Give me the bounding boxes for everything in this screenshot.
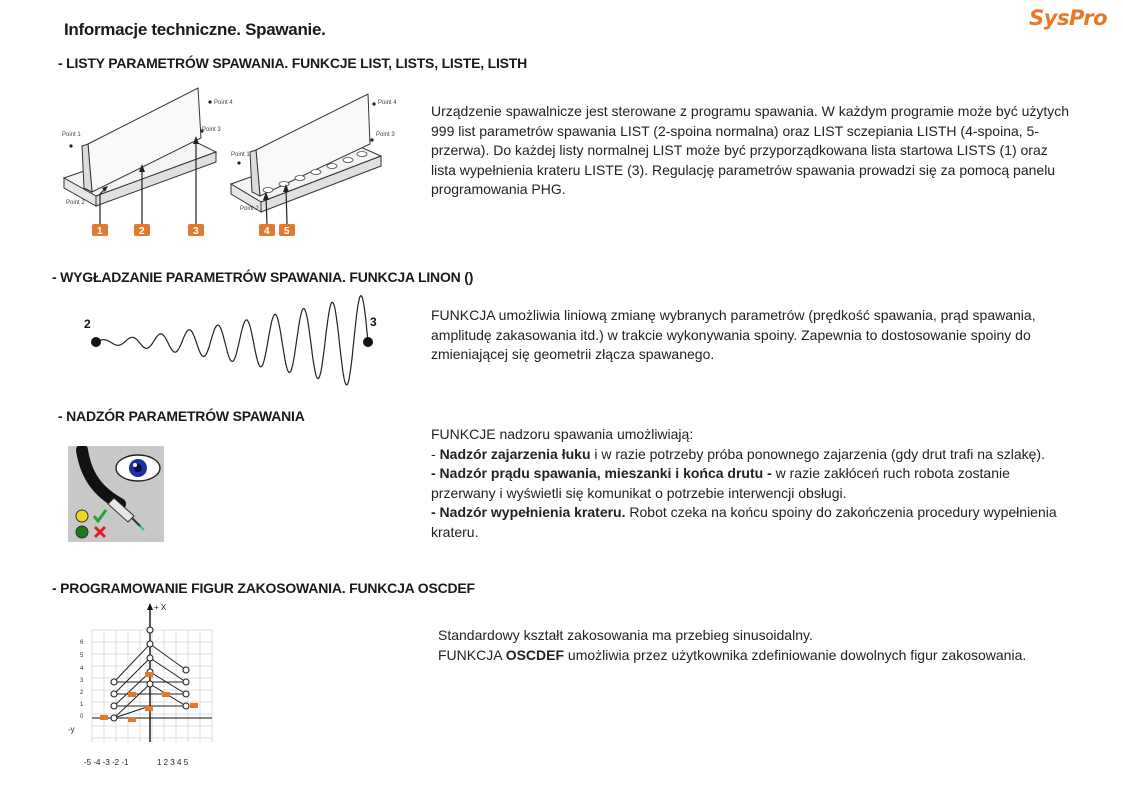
y-axis-label: -y: [68, 725, 75, 734]
y-tick-5: 5: [80, 653, 84, 659]
oscdef-description: [438, 626, 1038, 665]
oscdef-line-1: Standardowy kształt zakosowania ma przebieg sinusoidalny.: [438, 627, 813, 643]
y-tick-2: 2: [80, 690, 84, 696]
supervision-description: [431, 425, 1061, 542]
lists-description: Urządzenie spawalnicze jest sterowane z programu spawania. W każdym programie może być użytych 999 list parametrów spawania LIST (2-spoina normalna) oraz LIST sczepiania LISTH (4-spoina, 5-przerwa). Do każdej listy normalnej LIST może być przyporządkowana lista startowa LISTS (1) oraz lista wypełnienia krateru LISTE (3). Regulację parametrów spawania prowadzi się za pomocą panelu programowania PHG.: [431, 103, 1070, 197]
left-point-2: Point 2: [66, 200, 85, 206]
right-point-3: Point 3: [376, 132, 395, 138]
supervision-item-1: - Nadzór zajarzenia łuku i w razie potrzeby próba ponownego zajarzenia (gdy drut trafi na szlakę).: [431, 445, 1045, 462]
oscdef-figure: [62, 600, 222, 772]
right-point-4: Point 4: [378, 100, 397, 106]
right-point-1: Point 1: [231, 152, 250, 158]
section-heading-linon: - WYGŁADZANIE PARAMETRÓW SPAWANIA. FUNKCJA LINON (): [52, 269, 474, 285]
wave-line: [96, 296, 368, 385]
x-ticks-negative: -5 -4 -3 -2 -1: [84, 758, 129, 767]
status-yellow-icon: [76, 510, 88, 522]
status-green-icon: [76, 526, 88, 538]
badge-4: 4: [264, 226, 270, 237]
left-point-4: Point 4: [214, 100, 233, 106]
section-heading-lists: - LISTY PARAMETRÓW SPAWANIA. FUNKCJE LIST, LISTS, LISTE, LISTH: [58, 55, 528, 71]
supervision-intro: FUNKCJE nadzoru spawania umożliwiają:: [431, 426, 694, 442]
section-heading-supervision: - NADZÓR PARAMETRÓW SPAWANIA: [58, 408, 305, 424]
y-tick-0: 0: [80, 714, 84, 720]
wave-end-dot: [363, 337, 373, 347]
y-tick-6: 6: [80, 640, 84, 646]
badge-1: 1: [97, 226, 103, 237]
weld-lists-figure: [56, 84, 416, 244]
x-axis-label: + X: [154, 603, 167, 612]
wave-start-dot: [91, 337, 101, 347]
section-heading-oscdef: - PROGRAMOWANIE FIGUR ZAKOSOWANIA. FUNKCJA OSCDEF: [52, 580, 475, 596]
y-tick-4: 4: [80, 666, 84, 672]
badge-3: 3: [193, 226, 199, 237]
left-point-1: Point 1: [62, 132, 81, 138]
brand-logo: SysPro: [1029, 6, 1107, 30]
x-ticks-positive: 1 2 3 4 5: [157, 758, 189, 767]
oscdef-line-2: FUNKCJA OSCDEF umożliwia przez użytkownika zdefiniowanie dowolnych figur zakosowania.: [438, 646, 1027, 663]
wave-end-label: 3: [370, 315, 377, 329]
linon-description: FUNKCJA umożliwia liniową zmianę wybranych parametrów (prędkość spawania, prąd spawania, amplitudę zakasowania itd.) w trakcie wykonywania spoiny. Zapewnia to dostosowanie spoiny do zmieniającej się geometrii złącza spawanego.: [431, 307, 1036, 362]
supervision-icon: [68, 446, 164, 542]
y-tick-1: 1: [80, 702, 84, 708]
badge-5: 5: [284, 226, 290, 237]
supervision-item-2: - Nadzór prądu spawania, mieszanki i końca drutu - w razie zakłóceń ruch robota zostanie przerwany i wyświetli się komunikat o potrzebie interwencji obsługi.: [431, 465, 1010, 501]
left-point-3: Point 3: [202, 127, 221, 133]
right-point-2: Point 2: [240, 206, 259, 212]
y-tick-3: 3: [80, 678, 84, 684]
linon-wave-figure: [80, 290, 380, 394]
badge-2: 2: [139, 226, 145, 237]
wave-start-label: 2: [84, 317, 91, 331]
supervision-item-3: - Nadzór wypełnienia krateru. Robot czeka na końcu spoiny do zakończenia procedury wypełnienia krateru.: [431, 504, 1057, 540]
page-title: Informacje techniczne. Spawanie.: [64, 20, 326, 39]
